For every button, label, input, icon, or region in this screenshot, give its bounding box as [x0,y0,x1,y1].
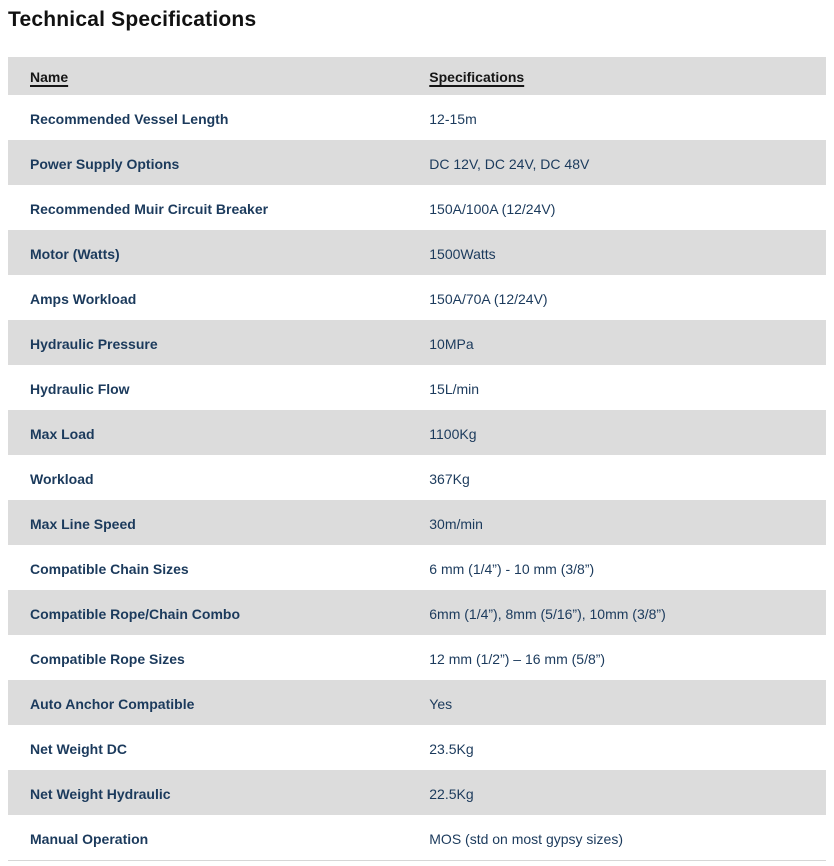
spec-value: 10MPa [429,335,474,352]
spec-name: Max Line Speed [30,515,136,532]
spec-name: Compatible Chain Sizes [30,560,189,577]
spec-name: Net Weight DC [30,740,127,757]
table-row [8,140,826,185]
table-row [8,410,826,455]
spec-name: Compatible Rope Sizes [30,650,185,667]
spec-name: Amps Workload [30,290,137,307]
table-row [8,95,826,140]
table-row [8,725,826,770]
table-row [8,365,826,410]
table-body [8,95,826,860]
table-row [8,185,826,230]
table-row [8,275,826,320]
spec-value: Yes [429,695,453,712]
spec-name: Recommended Vessel Length [30,110,229,127]
table-row [8,815,826,860]
spec-name: Auto Anchor Compatible [30,695,195,712]
spec-value: 15L/min [429,380,480,397]
spec-value: 12-15m [429,110,477,127]
spec-value: 23.5Kg [429,740,474,757]
spec-name: Motor (Watts) [30,245,120,262]
spec-name: Compatible Rope/Chain Combo [30,605,240,622]
table-row [8,770,826,815]
table-row [8,320,826,365]
spec-value: 6mm (1/4”), 8mm (5/16”), 10mm (3/8”) [429,605,666,622]
spec-name: Power Supply Options [30,155,180,172]
spec-value: MOS (std on most gypsy sizes) [429,830,623,847]
spec-value: 22.5Kg [429,785,474,802]
spec-name: Net Weight Hydraulic [30,785,171,802]
spec-name: Hydraulic Pressure [30,335,158,352]
table-header-row [8,57,826,95]
spec-value: 367Kg [429,470,470,487]
table-row [8,545,826,590]
spec-value: 1500Watts [429,245,496,262]
spec-value: 6 mm (1/4”) - 10 mm (3/8”) [429,560,595,577]
spec-name: Manual Operation [30,830,149,847]
table-row [8,635,826,680]
spec-value: DC 12V, DC 24V, DC 48V [429,155,590,172]
specifications-table [8,57,826,861]
column-header-specifications: Specifications [429,69,525,85]
spec-name: Recommended Muir Circuit Breaker [30,200,269,217]
spec-name: Workload [30,470,94,487]
spec-value: 30m/min [429,515,483,532]
table-row [8,455,826,500]
column-header-name: Name [30,69,69,85]
table-row [8,680,826,725]
spec-value: 12 mm (1/2”) – 16 mm (5/8”) [429,650,606,667]
spec-value: 1100Kg [429,425,477,442]
spec-name: Hydraulic Flow [30,380,130,397]
table-row [8,230,826,275]
table-row [8,500,826,545]
table-row [8,590,826,635]
spec-value: 150A/100A (12/24V) [429,200,556,217]
spec-name: Max Load [30,425,95,442]
page-title: Technical Specifications [8,8,257,31]
spec-value: 150A/70A (12/24V) [429,290,548,307]
